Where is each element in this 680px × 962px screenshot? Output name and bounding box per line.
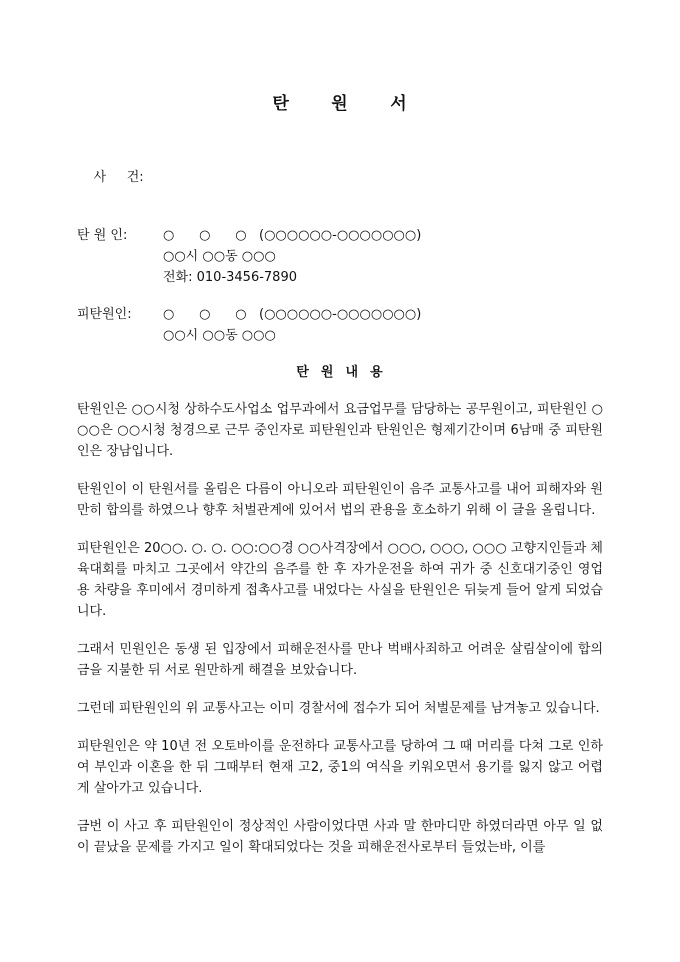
petitioner-name: ○ ○ ○ (○○○○○○-○○○○○○○) <box>163 228 422 243</box>
respondent-address: ○○시 ○○동 ○○○ <box>163 328 276 343</box>
petitioner-address: ○○시 ○○동 ○○○ <box>163 249 276 264</box>
paragraph: 그런데 피탄원인의 위 교통사고는 이미 경찰서에 접수가 되어 처벌문제를 남겨놓고 있습니다. <box>77 701 600 716</box>
paragraph: 탄원인이 이 탄원서를 올림은 다름이 아니오라 피탄원인이 음주 교통사고를 내어 피해자와 원만히 합의를 하였으나 향후 처벌관계에 있어서 법의 관용을 호소하기 위해 이 글을 올립니다. <box>77 482 603 518</box>
paragraph: 피탄원인은 약 10년 전 오토바이를 운전하다 교통사고를 당하여 그 때 머리를 다쳐 그로 인하여 부인과 이혼을 한 뒤 그때부터 현재 고2, 중1의 여식을 키워오면서 용기를 잃지 않고 어렵게 살아가고 있습니다. <box>77 739 603 796</box>
case-label: 사 건: <box>93 170 144 185</box>
respondent-block <box>77 304 603 346</box>
document-title: 탄 원 서 <box>272 94 408 114</box>
petitioner-label: 탄 원 인: <box>77 228 128 243</box>
petitioner-block <box>77 225 603 288</box>
body-heading: 탄 원 내 용 <box>296 365 384 380</box>
paragraph: 피탄원인은 20○○. ○. ○. ○○:○○경 ○○사격장에서 ○○○, ○○○, ○○○ 고향지인들과 체육대회를 마치고 그곳에서 약간의 음주를 한 후 자가운전을 하여 귀가 중 신호대기중인 영업용 차량을 후미에서 경미하게 접촉사고를 내었다는 사실을 탄원인은 뒤늦게 들어 알게 되었습니다. <box>77 541 603 619</box>
petitioner-details <box>163 225 603 288</box>
respondent-name: ○ ○ ○ (○○○○○○-○○○○○○○) <box>163 307 422 322</box>
respondent-label: 피탄원인: <box>77 307 132 322</box>
paragraph: 그래서 민원인은 동생 된 입장에서 피해운전사를 만나 벅배사죄하고 어려운 살림살이에 합의금을 지불한 뒤 서로 원만하게 해결을 보았습니다. <box>77 642 603 678</box>
respondent-details <box>163 304 603 346</box>
petitioner-phone: 전화: 010-3456-7890 <box>163 270 297 285</box>
paragraph: 금번 이 사고 후 피탄원인이 정상적인 사람이었다면 사과 말 한마디만 하였더라면 아무 일 없이 끝났을 문제를 가지고 일이 확대되었다는 것을 피해운전사로부터 들었는바, 이를 <box>77 819 603 855</box>
paragraph: 탄원인은 ○○시청 상하수도사업소 업무과에서 요금업무를 담당하는 공무원이고, 피탄원인 ○○○은 ○○시청 청경으로 근무 중인자로 피탄원인과 탄원인은 형제기간이며 6남매 중 피탄원인은 장남입니다. <box>77 402 603 459</box>
case-row <box>77 146 603 209</box>
